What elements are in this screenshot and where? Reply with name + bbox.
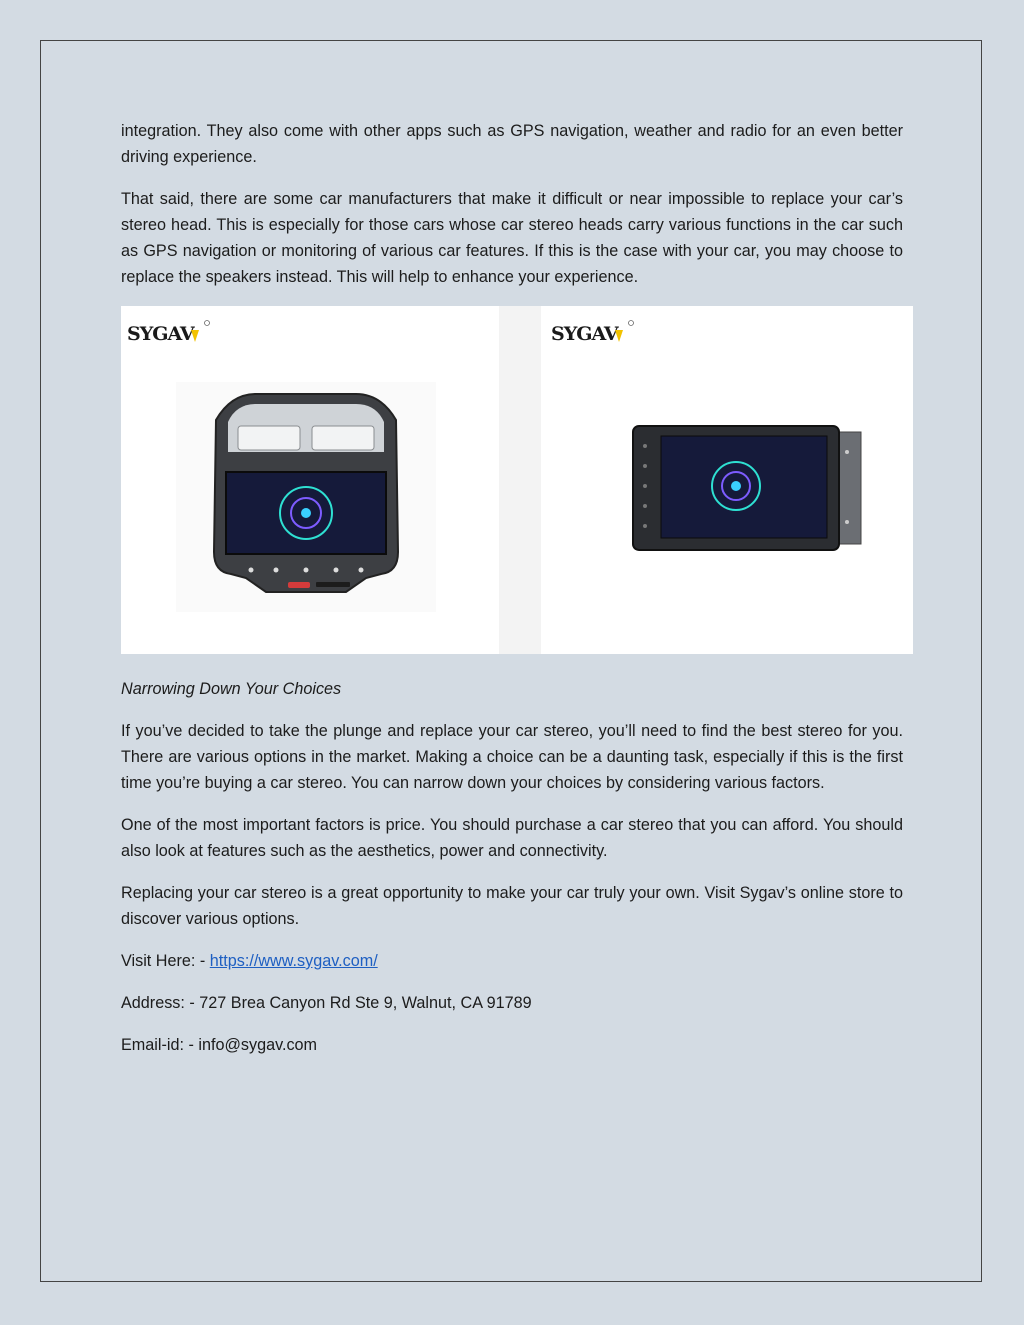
visit-label: Visit Here: -: [121, 952, 210, 970]
email-line: Email-id: - info@sygav.com: [121, 1036, 318, 1054]
image-divider: [499, 306, 541, 654]
product-images: [121, 306, 913, 654]
product-image-left: [121, 306, 499, 654]
sygav-logo: [549, 316, 649, 346]
website-link[interactable]: https://www.sygav.com/: [209, 952, 378, 970]
svg-text:SYGAV: SYGAV: [551, 323, 618, 345]
document-body: [121, 118, 903, 1074]
product-image-right: [541, 306, 913, 654]
visit-line: [121, 948, 903, 974]
paragraph-plunge: If you’ve decided to take the plunge and replace your car stereo, you’ll need to find the best stereo for you. There are various options in the market. Making a choice can be a daunting task, especially if this is the first time you’re buying a car stereo. You can narrow down your choices by considering various factors.: [121, 722, 903, 792]
car-stereo-double-din-icon: [611, 422, 871, 562]
section-heading: Narrowing Down Your Choices: [121, 680, 342, 698]
paragraph-opportunity: Replacing your car stereo is a great opportunity to make your car truly your own. Visit Sygav’s online store to discover various options.: [121, 884, 903, 928]
paragraph-price: One of the most important factors is price. You should purchase a car stereo that you can afford. You should also look at features such as the aesthetics, power and connectivity.: [121, 816, 903, 860]
svg-text:SYGAV: SYGAV: [127, 323, 194, 345]
address-line: Address: - 727 Brea Canyon Rd Ste 9, Walnut, CA 91789: [121, 994, 532, 1012]
paragraph-manufacturers: That said, there are some car manufacturers that make it difficult or near impossible to replace your car’s stereo head. This is especially for those cars whose car stereo heads carry various functions in the car such as GPS navigation or monitoring of various car features. If this is the case with your car, you may choose to replace the speakers instead. This will help to enhance your experience.: [121, 190, 903, 286]
paragraph-integration: integration. They also come with other apps such as GPS navigation, weather and radio for an even better driving experience.: [121, 122, 903, 166]
sygav-logo: [125, 316, 225, 346]
car-stereo-dash-frame-icon: [176, 382, 436, 612]
